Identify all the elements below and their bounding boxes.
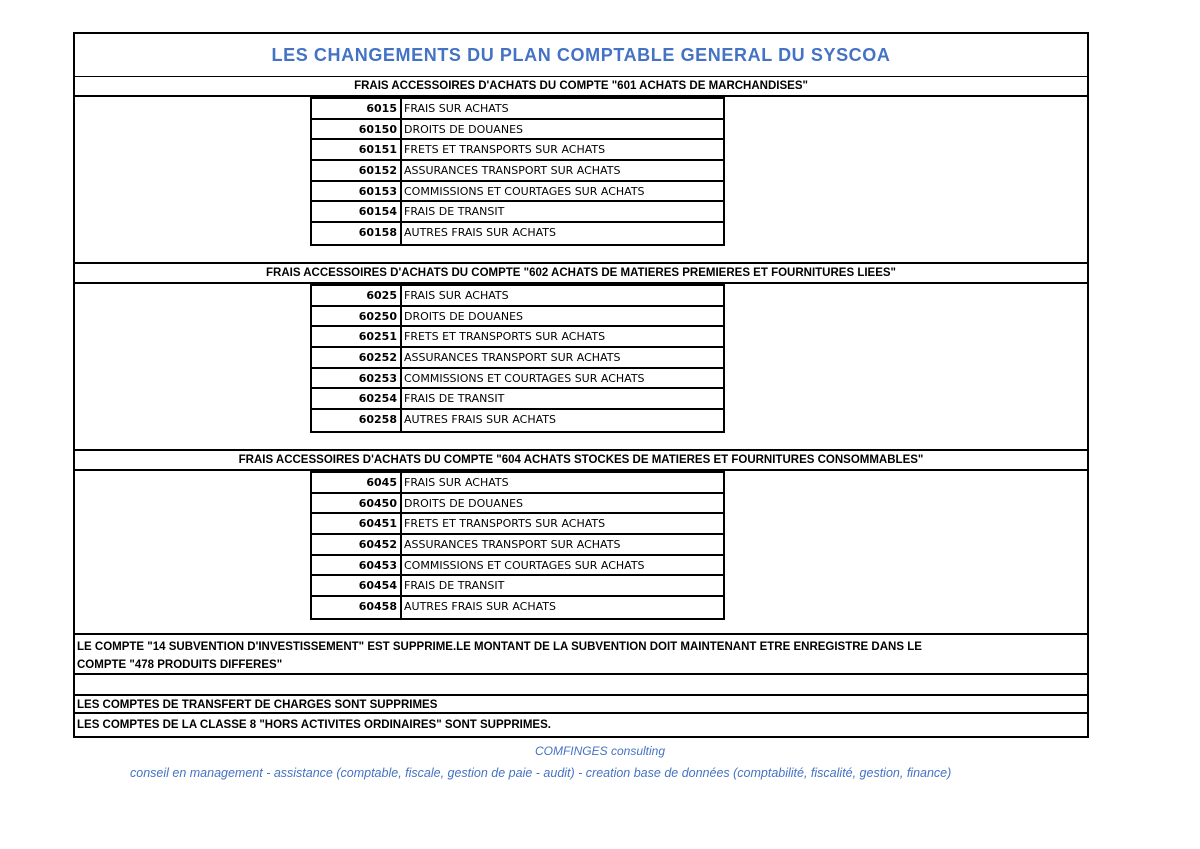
account-label: COMMISSIONS ET COURTAGES SUR ACHATS [404,184,645,198]
table-row [312,473,723,494]
account-code: 60253 [312,369,402,388]
table-row [312,286,723,307]
account-code: 60254 [312,389,402,408]
page-title: LES CHANGEMENTS DU PLAN COMPTABLE GENERAL DU SYSCOA [75,34,1087,77]
account-code: 60252 [312,348,402,367]
table-row [312,410,723,431]
account-code: 60151 [312,140,402,159]
footer-tagline: conseil en management - assistance (comptable, fiscale, gestion de paie - audit) - creation base de données (comptabilité, fiscalité, gestion, finance) [130,766,952,780]
table-row [312,99,723,120]
table-row [312,514,723,535]
account-code: 60158 [312,223,402,244]
account-code: 6015 [312,99,402,118]
account-code: 60452 [312,535,402,554]
footer-company: COMFINGES consulting [534,744,666,758]
table-row [312,389,723,410]
account-label: ASSURANCES TRANSPORT SUR ACHATS [404,164,621,178]
table-row [312,120,723,141]
table-row [312,307,723,328]
account-label: FRAIS DE TRANSIT [404,579,505,593]
table-row [312,597,723,618]
account-table-602 [310,284,725,433]
table-row [312,556,723,577]
section-heading-604: FRAIS ACCESSOIRES D'ACHATS DU COMPTE "604 ACHATS STOCKES DE MATIERES ET FOURNITURES CONSOMMABLES" [75,449,1087,471]
account-code: 60153 [312,182,402,201]
account-label: COMMISSIONS ET COURTAGES SUR ACHATS [404,558,645,572]
account-label: COMMISSIONS ET COURTAGES SUR ACHATS [404,371,645,385]
table-row [312,494,723,515]
account-code: 60453 [312,556,402,575]
account-table-604 [310,471,725,620]
document-frame [73,32,1089,738]
account-code: 60454 [312,576,402,595]
section-heading-601: FRAIS ACCESSOIRES D'ACHATS DU COMPTE "601 ACHATS DE MARCHANDISES" [75,77,1087,97]
account-code: 60250 [312,307,402,326]
note-subvention-line1: LE COMPTE "14 SUBVENTION D'INVESTISSEMENT" EST SUPPRIME.LE MONTANT DE LA SUBVENTION DOIT MAINTENANT ETRE ENREGISTRE DANS LE [77,641,922,653]
account-label: FRAIS DE TRANSIT [404,205,505,219]
account-code: 60152 [312,161,402,180]
account-label: FRETS ET TRANSPORTS SUR ACHATS [404,517,606,531]
account-label: DROITS DE DOUANES [404,122,523,136]
account-label: FRAIS SUR ACHATS [404,476,509,489]
table-row [312,576,723,597]
account-label: ASSURANCES TRANSPORT SUR ACHATS [404,538,621,552]
table-row [312,140,723,161]
account-label: AUTRES FRAIS SUR ACHATS [404,226,556,240]
account-code: 60150 [312,120,402,139]
account-label: FRAIS DE TRANSIT [404,392,505,406]
account-code: 60251 [312,327,402,346]
note-transfert: LES COMPTES DE TRANSFERT DE CHARGES SONT SUPPRIMES [75,694,1087,714]
table-row [312,535,723,556]
table-row [312,223,723,244]
table-row [312,369,723,390]
account-label: FRAIS SUR ACHATS [404,289,509,302]
account-code: 60450 [312,494,402,513]
table-row [312,202,723,223]
account-code: 6045 [312,473,402,492]
account-code: 60451 [312,514,402,533]
account-code: 6025 [312,286,402,305]
account-table-601 [310,97,725,246]
account-label: FRAIS SUR ACHATS [404,102,509,115]
table-row [312,182,723,203]
account-label: DROITS DE DOUANES [404,309,523,323]
table-row [312,348,723,369]
note-classe8: LES COMPTES DE LA CLASSE 8 "HORS ACTIVITES ORDINAIRES" SONT SUPPRIMES. [77,719,551,731]
account-label: FRETS ET TRANSPORTS SUR ACHATS [404,143,606,157]
account-label: AUTRES FRAIS SUR ACHATS [404,600,556,614]
note-subvention-line2: COMPTE "478 PRODUITS DIFFERES" [77,659,283,671]
account-label: AUTRES FRAIS SUR ACHATS [404,413,556,427]
table-row [312,161,723,182]
account-label: FRETS ET TRANSPORTS SUR ACHATS [404,330,606,344]
section-heading-602: FRAIS ACCESSOIRES D'ACHATS DU COMPTE "602 ACHATS DE MATIERES PREMIERES ET FOURNITURES LIEES" [75,262,1087,284]
account-code: 60458 [312,597,402,618]
account-label: DROITS DE DOUANES [404,496,523,510]
table-row [312,327,723,348]
account-code: 60258 [312,410,402,431]
account-label: ASSURANCES TRANSPORT SUR ACHATS [404,351,621,365]
note-subvention [75,633,1087,675]
account-code: 60154 [312,202,402,221]
